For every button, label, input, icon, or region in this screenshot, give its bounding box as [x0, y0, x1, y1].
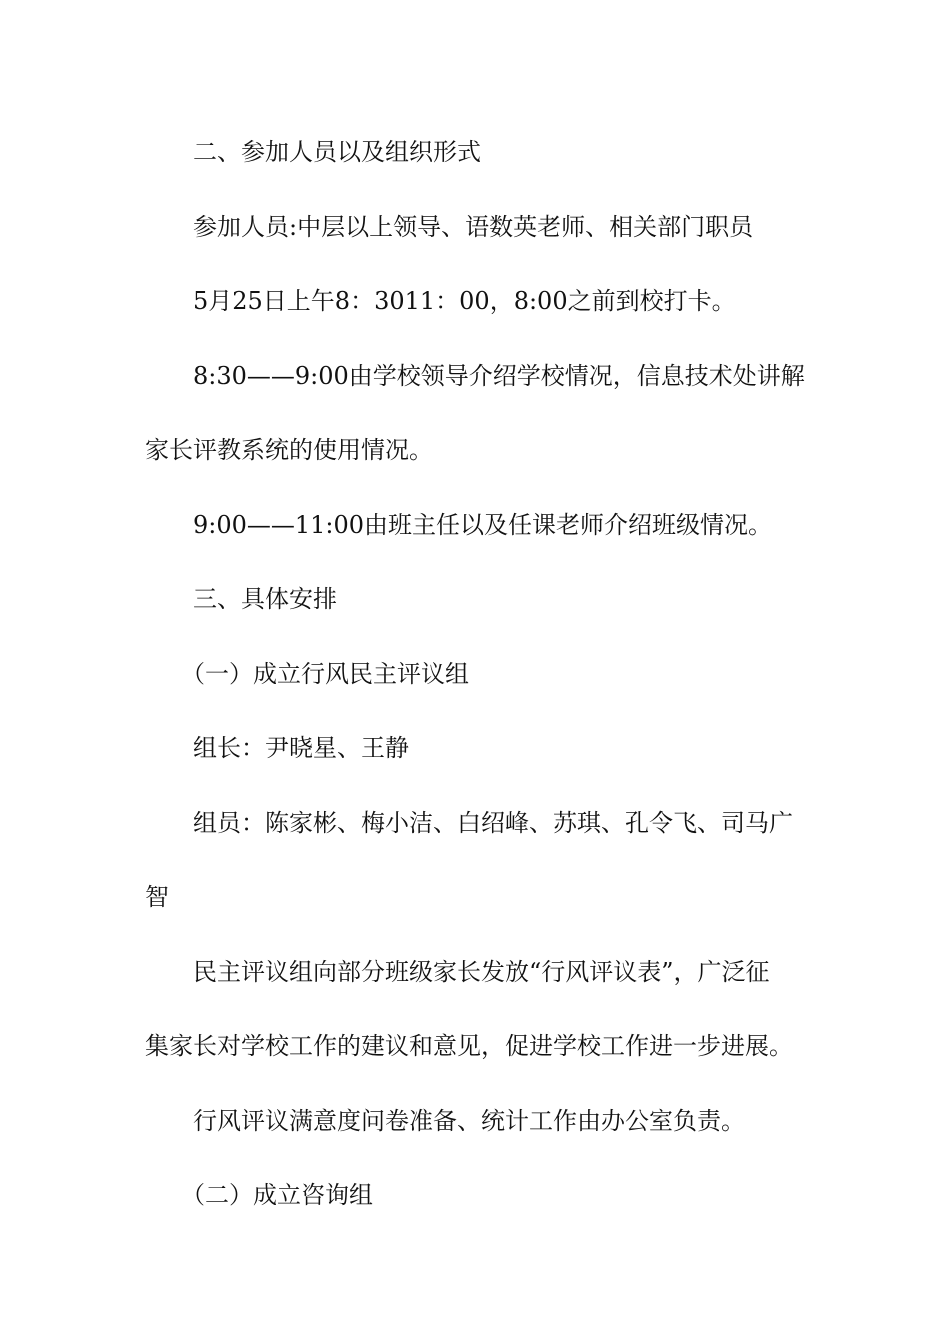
paragraph-date-time: 5月25日上午8：3011：00，8:00之前到校打卡。: [193, 287, 736, 315]
subsection-heading-consulting-group: （二）成立咨询组: [181, 1181, 373, 1209]
paragraph-evaluation-form: 民主评议组向部分班级家长发放“行风评议表”，广泛征: [193, 957, 770, 986]
paragraph-group-leaders: 组长：尹晓星、王静: [193, 734, 409, 762]
paragraph-schedule-2: 9:00——11:00由班主任以及任课老师介绍班级情况。: [193, 510, 773, 539]
paragraph-group-members: 组员：陈家彬、梅小洁、白绍峰、苏琪、孔令飞、司马广: [193, 808, 793, 837]
section-heading-arrangements: 三、具体安排: [193, 585, 337, 613]
paragraph-participants: 参加人员:中层以上领导、语数英老师、相关部门职员: [193, 212, 754, 241]
subsection-heading-evaluation-group: （一）成立行风民主评议组: [181, 659, 469, 688]
paragraph-evaluation-form-continued: 集家长对学校工作的建议和意见，促进学校工作进一步进展。: [145, 1032, 793, 1060]
section-heading-participants: 二、参加人员以及组织形式: [193, 138, 481, 166]
paragraph-questionnaire: 行风评议满意度问卷准备、统计工作由办公室负责。: [193, 1106, 745, 1135]
document-body: [145, 128, 815, 1246]
paragraph-schedule-1-continued: 家长评教系统的使用情况。: [145, 436, 433, 464]
paragraph-group-members-continued: 智: [145, 883, 169, 911]
paragraph-schedule-1: 8:30——9:00由学校领导介绍学校情况，信息技术处讲解: [193, 361, 805, 390]
